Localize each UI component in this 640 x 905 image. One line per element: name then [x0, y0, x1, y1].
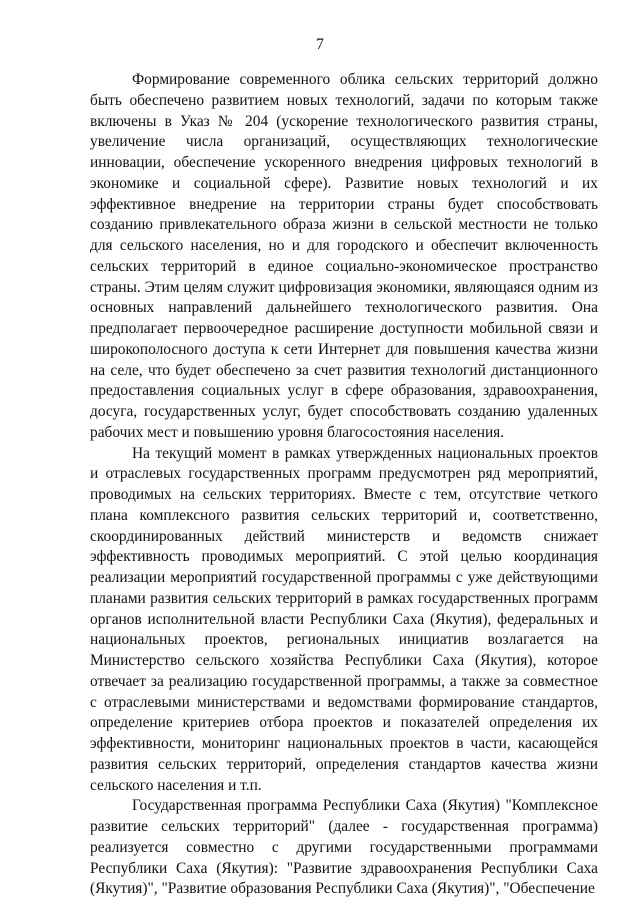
- body-text: [90, 70, 598, 900]
- paragraph-digital-technologies: Формирование современного облика сельских территорий должно быть обеспечено развитием новых технологий, задачи по которым также включены в Указ № 204 (ускорение технологического развития страны, увеличение числа организаций, осуществляющих технологические инновации, обеспечение ускоренного внедрения цифровых технологий в экономике и социальной сфере). Развитие новых технологий и их эффективное внедрение на территории страны будет способствовать созданию привлекательного образа жизни в сельской местности не только для сельского населения, но и для городского и обеспечит включенность сельских территорий в единое социально-экономическое пространство страны. Этим целям служит цифровизация экономики, являющаяся одним из основных направлений дальнейшего технологического развития. Она предполагает первоочередное расширение доступности мобильной связи и широкополосного доступа к сети Интернет для повышения качества жизни на селе, что будет обеспечено за счет развития технологий дистанционного предоставления социальных услуг в сфере образования, здравоохранения, досуга, государственных услуг, будет способствовать созданию удаленных рабочих мест и повышению уровня благосостояния населения.: [90, 71, 598, 441]
- paragraph-state-program: Государственная программа Республики Саха (Якутия) "Комплексное развитие сельских территорий" (далее - государственная программа) реализуется совместно с другими государственными программами Республики Саха (Якутия): "Развитие здравоохранения Республики Саха (Якутия)", "Развитие образования Республики Саха (Якутия)", "Обеспечение: [90, 797, 598, 898]
- paragraph-coordination: На текущий момент в рамках утвержденных национальных проектов и отраслевых государственных программ предусмотрен ряд мероприятий, проводимых на сельских территориях. Вместе с тем, отсутствие четкого плана комплексного развития сельских территорий и, соответственно, скоординированных действий министерств и ведомств снижает эффективность проводимых мероприятий. С этой целью координация реализации мероприятий государственной программы с уже действующими планами развития сельских территорий в рамках государственных программ органов исполнительной власти Республики Саха (Якутия), федеральных и национальных проектов, региональных инициатив возлагается на Министерство сельского хозяйства Республики Саха (Якутия), которое отвечает за реализацию государственной программы, а также за совместное с отраслевыми министерствами и ведомствами формирование стандартов, определение критериев отбора проектов и показателей определения их эффективности, мониторинг национальных проектов в части, касающейся развития сельских территорий, определения стандартов качества жизни сельского населения и т.п.: [90, 444, 598, 794]
- page-number: 7: [316, 36, 324, 53]
